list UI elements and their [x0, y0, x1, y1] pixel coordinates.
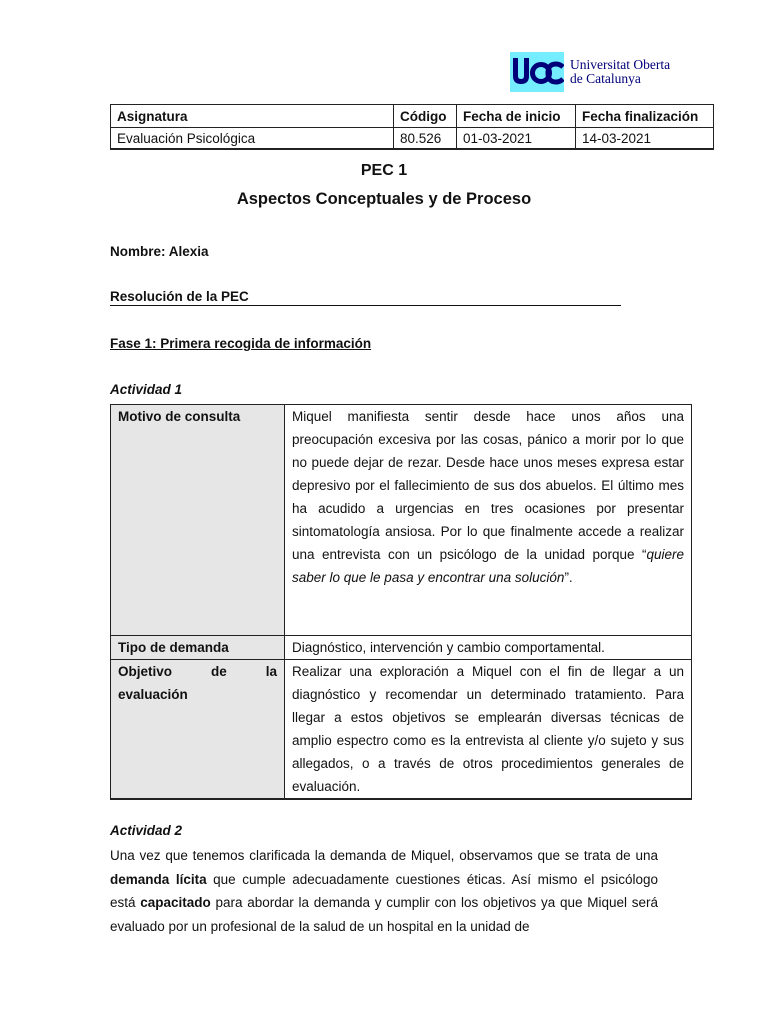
header-fecha-inicio: Fecha de inicio	[457, 105, 576, 128]
para-bold-capacitado: capacitado	[140, 895, 211, 910]
row-motivo	[111, 405, 692, 636]
header-fecha-finalizacion: Fecha finalización	[576, 105, 714, 128]
label-motivo: Motivo de consulta	[111, 405, 285, 636]
label-objetivo-word-2: de	[210, 664, 227, 679]
student-name: Nombre: Alexia	[110, 244, 209, 259]
header-asignatura: Asignatura	[111, 105, 394, 128]
content-motivo	[285, 405, 692, 636]
value-codigo: 80.526	[394, 128, 457, 150]
paragraph-actividad-2	[110, 844, 658, 938]
para-text-3: para abordar la demanda y cumplir con los objetivos ya que Miquel será evaluado por un profesional de la salud de un hospital en la unidad de	[110, 895, 658, 934]
motivo-text-1: Miquel manifiesta sentir desde hace unos años una preocupación excesiva por las cosas, pánico a morir por lo que no puede dejar de rezar. Desde hace unos meses expresa estar depresivo por el fallecimiento de sus dos abuelos. El último mes ha acudido a urgencias en tres ocasiones por presentar sintomatología ansiosa. Por lo que finalmente accede a realizar una entrevista con un psicólogo de la unidad porque “	[292, 409, 684, 562]
label-demanda: Tipo de demanda	[111, 636, 285, 660]
motivo-text-2: ”.	[564, 570, 573, 585]
value-fecha-finalizacion: 14-03-2021	[576, 128, 714, 150]
document-title: PEC 1	[360, 162, 408, 179]
logo-line-2: de Catalunya	[570, 71, 641, 86]
row-objetivo	[111, 660, 692, 800]
label-objetivo-line-2: evaluación	[118, 687, 188, 702]
course-info-header-row	[111, 105, 714, 128]
uoc-logo	[510, 52, 680, 92]
activity-1-table	[110, 404, 692, 800]
para-bold-demanda-licita: demanda lícita	[110, 871, 207, 887]
motivo-quote: quiere saber lo que le pasa y encontrar una solución	[292, 547, 684, 585]
label-objetivo-line-1	[118, 660, 277, 683]
value-asignatura: Evaluación Psicológica	[111, 128, 394, 150]
section-resolucion: Resolución de la PEC	[110, 289, 621, 306]
para-text-2: que cumple adecuadamente cuestiones éticas. Así mismo el psicólogo está	[110, 871, 658, 910]
heading-actividad-2: Actividad 2	[110, 823, 183, 838]
document-subtitle: Aspectos Conceptuales y de Proceso	[236, 190, 532, 208]
section-fase-1: Fase 1: Primera recogida de información	[110, 336, 372, 351]
content-objetivo: Realizar una exploración a Miquel con el fin de llegar a un diagnóstico y recomendar un determinado tratamiento. Para llegar a estos objetivos se emplearán diversas técnicas de amplio espectro como es la entrevista al cliente y/o sujeto y sus allegados, o a través de otros procedimientos generales de evaluación.	[285, 660, 692, 800]
header-codigo: Código	[394, 105, 457, 128]
label-objetivo-word-3: la	[265, 664, 277, 679]
course-info-value-row	[111, 128, 714, 150]
label-objetivo	[111, 660, 285, 800]
para-text-1: Una vez que tenemos clarificada la demanda de Miquel, observamos que se trata de una	[110, 848, 658, 863]
label-objetivo-word-1: Objetivo	[118, 664, 173, 679]
row-demanda	[111, 636, 692, 660]
uoc-logo-letters	[510, 52, 564, 92]
content-demanda: Diagnóstico, intervención y cambio comportamental.	[285, 636, 692, 660]
value-fecha-inicio: 01-03-2021	[457, 128, 576, 150]
uoc-logo-text	[570, 58, 670, 86]
course-info-table	[110, 104, 714, 150]
heading-actividad-1: Actividad 1	[110, 382, 183, 397]
logo-line-1: Universitat Oberta	[570, 57, 671, 72]
uoc-logo-mark	[510, 52, 564, 92]
